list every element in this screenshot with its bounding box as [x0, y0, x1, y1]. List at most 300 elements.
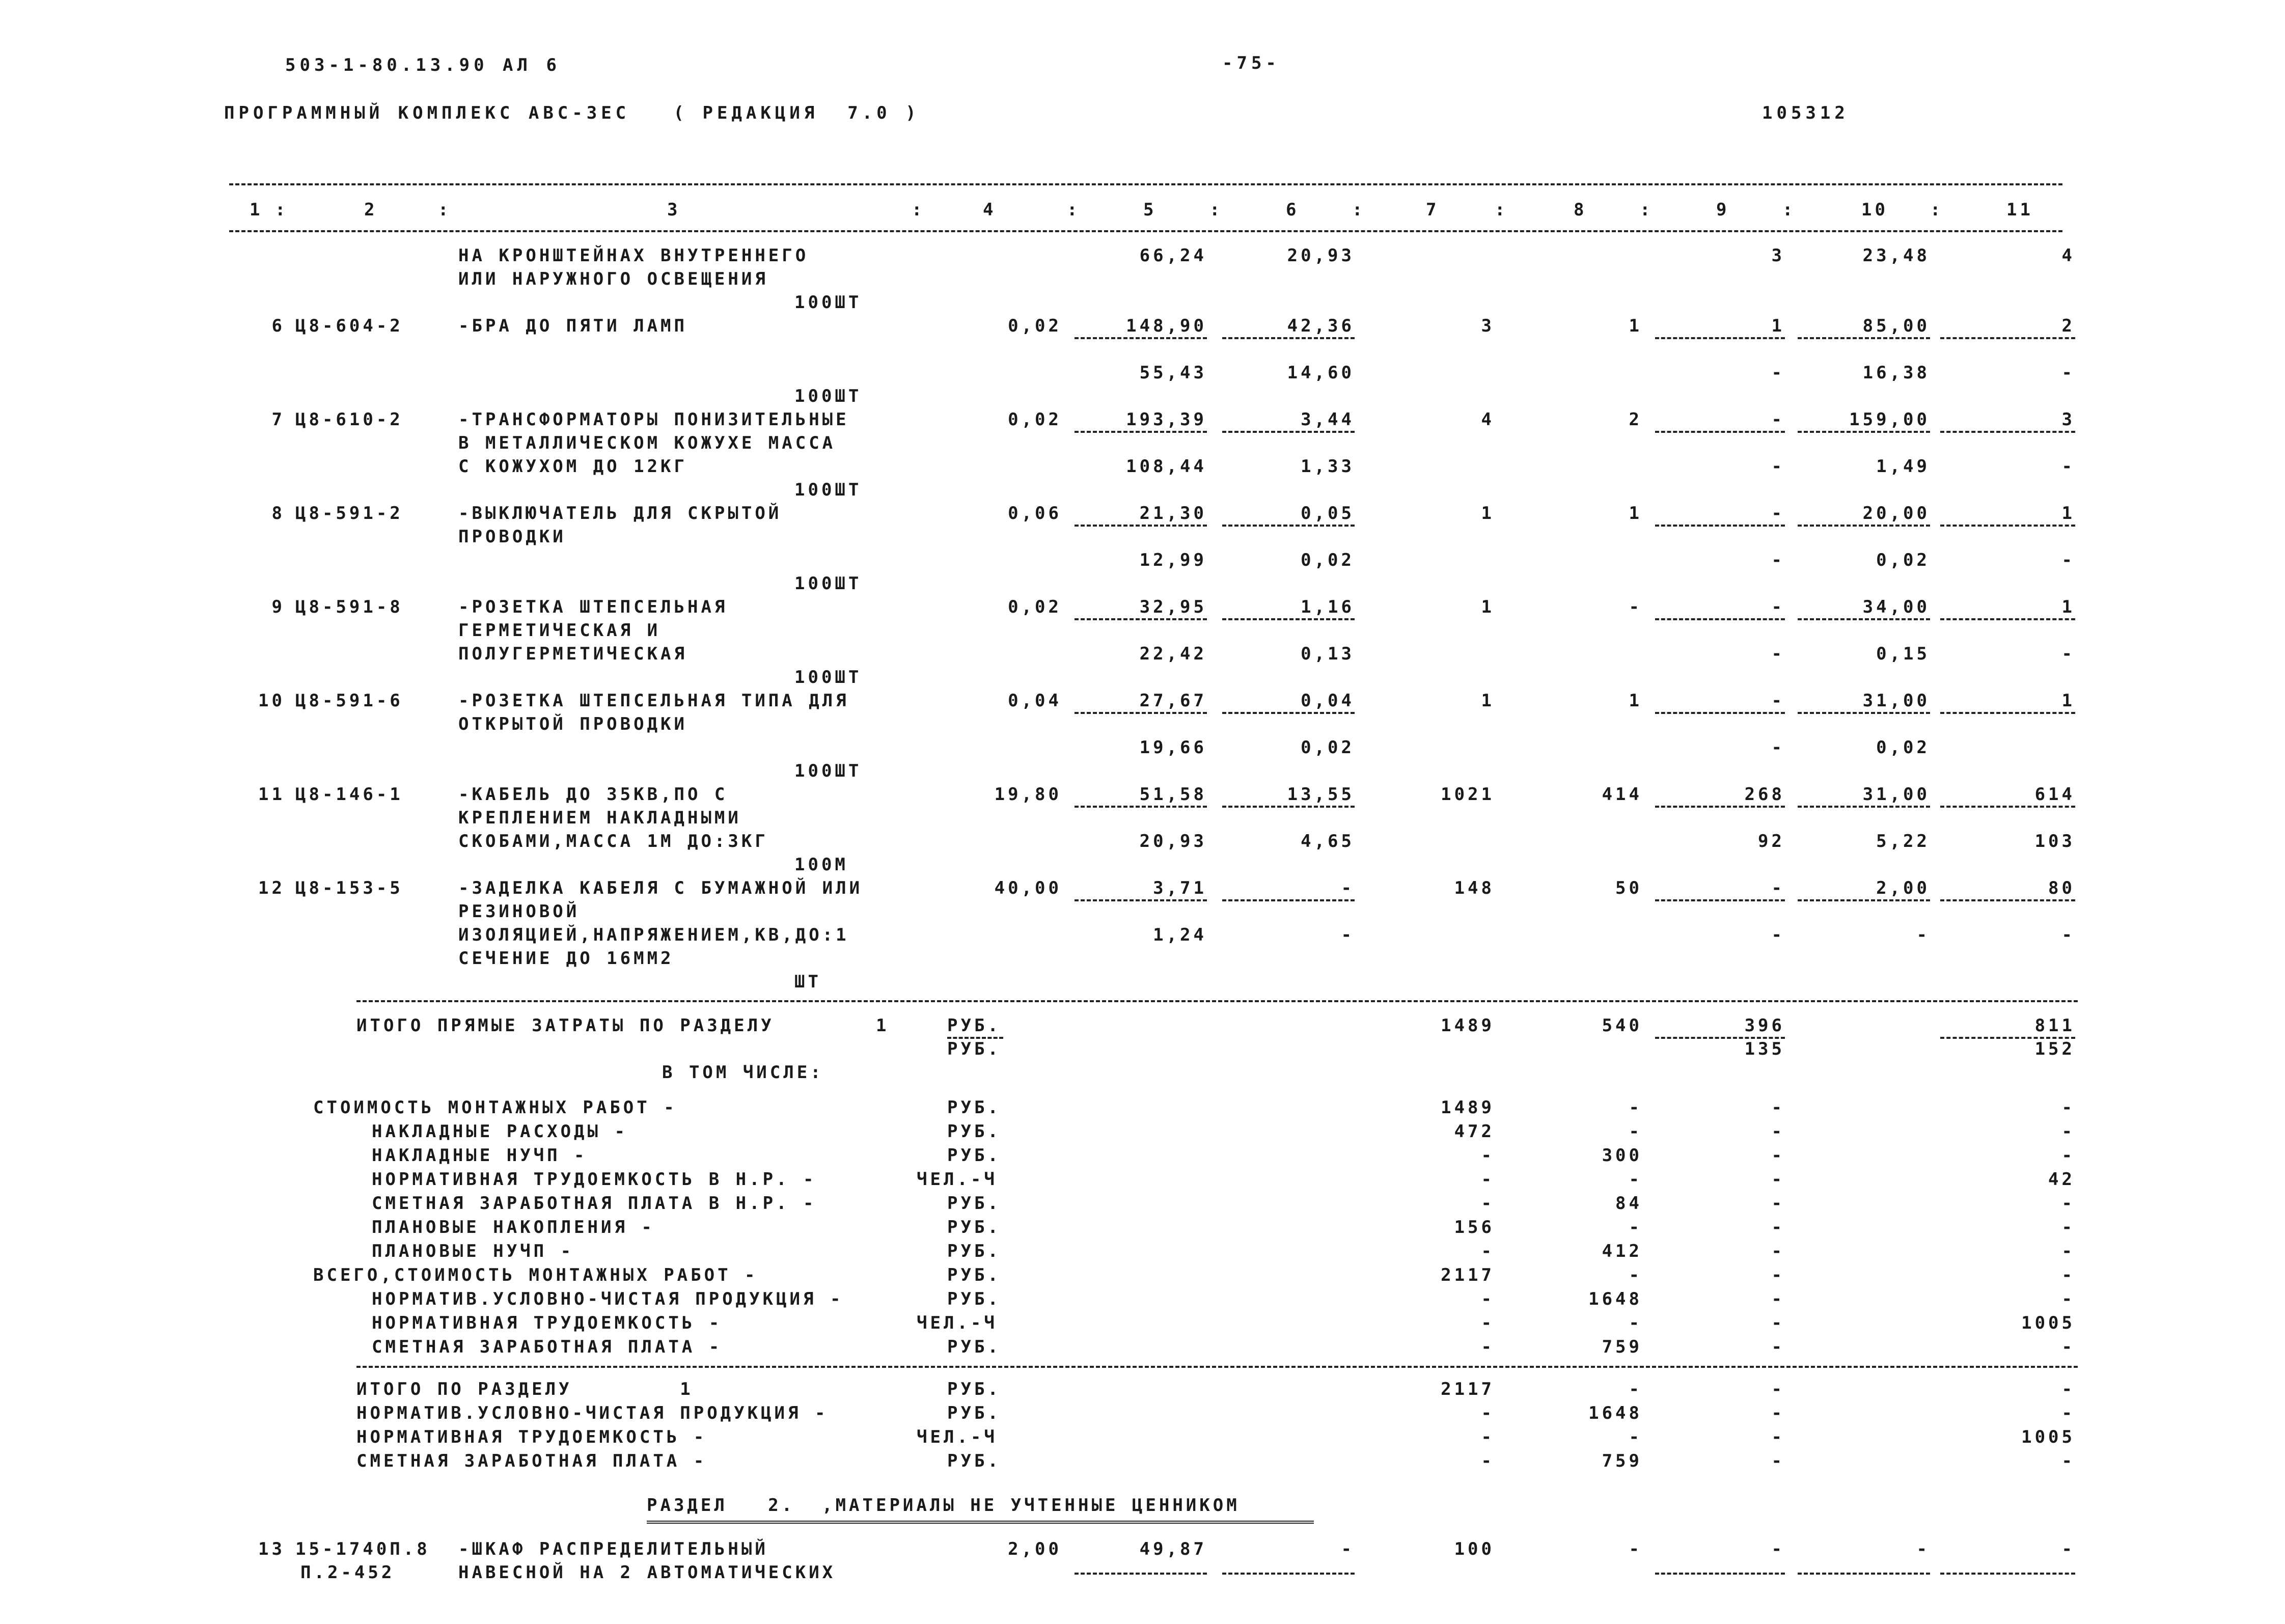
summary-c7: -: [1481, 1145, 1495, 1166]
item-c6: -: [1341, 1539, 1355, 1559]
section-total-c11: -: [2061, 1403, 2075, 1423]
section-total-unit: ЧЕЛ.-Ч: [917, 1427, 998, 1447]
value-separator: [1075, 431, 1207, 433]
column-separator: :: [912, 200, 925, 220]
item-description: -РОЗЕТКА ШТЕПСЕЛЬНАЯ: [458, 597, 728, 617]
summary-c7: -: [1481, 1169, 1495, 1190]
column-separator: :: [1209, 200, 1223, 220]
summary-c11: -: [2061, 1097, 2075, 1118]
item-c10: 31,00: [1862, 784, 1930, 805]
totals-rule: [356, 1000, 2078, 1002]
item-c7: 148: [1454, 878, 1495, 898]
item-c4: 0,02: [1008, 597, 1062, 617]
item-c6b: 1,33: [1301, 456, 1355, 477]
totals-c8: 540: [1602, 1015, 1642, 1036]
column-header-4: 4: [983, 200, 997, 220]
item-c8: -: [1629, 597, 1642, 617]
summary-label: НОРМАТИВНАЯ ТРУДОЕМКОСТЬ -: [372, 1313, 723, 1333]
summary-label: ПЛАНОВЫЕ НУЧП -: [372, 1241, 574, 1261]
item-c7: 100: [1454, 1539, 1495, 1559]
summary-unit: РУБ.: [947, 1265, 1001, 1285]
item-c9b: -: [1771, 644, 1785, 664]
summary-c8: 412: [1602, 1241, 1642, 1261]
totals-direct-label: ИТОГО ПРЯМЫЕ ЗАТРАТЫ ПО РАЗДЕЛУ: [356, 1015, 775, 1036]
summary-unit: ЧЕЛ.-Ч: [917, 1313, 998, 1333]
value-separator: [1655, 1573, 1785, 1575]
item-c6b: -: [1341, 925, 1355, 945]
value-separator: [1940, 431, 2075, 433]
section-total-c9: -: [1771, 1451, 1785, 1471]
item-c6: 13,55: [1287, 784, 1355, 805]
column-separator: :: [1495, 200, 1508, 220]
item-c10: 20,00: [1862, 503, 1930, 524]
summary-c11: -: [2061, 1193, 2075, 1214]
item-c10b: 0,02: [1876, 550, 1930, 570]
column-header-9: 9: [1716, 200, 1730, 220]
item-c11: 1: [2061, 691, 2075, 711]
item-unit: 100М: [794, 855, 848, 875]
totals-c11b: 152: [2034, 1039, 2075, 1059]
summary-c8: -: [1629, 1313, 1642, 1333]
item-c7: 1: [1481, 691, 1495, 711]
summary-c9: -: [1771, 1265, 1785, 1285]
section2-underline: [647, 1521, 1314, 1524]
summary-c8: 759: [1602, 1337, 1642, 1357]
item-c4: 19,80: [994, 784, 1062, 805]
item-c7: 1021: [1441, 784, 1495, 805]
section-total-c9: -: [1771, 1427, 1785, 1447]
summary-c9: -: [1771, 1289, 1785, 1309]
totals-direct-unit: РУБ.: [947, 1015, 1001, 1036]
section-total-c7: -: [1481, 1451, 1495, 1471]
summary-label: СМЕТНАЯ ЗАРАБОТНАЯ ПЛАТА В Н.Р. -: [372, 1193, 817, 1214]
item-c11: 1: [2061, 503, 2075, 524]
item-c9: 3: [1771, 245, 1785, 266]
section-total-label: НОРМАТИВНАЯ ТРУДОЕМКОСТЬ -: [356, 1427, 707, 1447]
item-c4: 0,02: [1008, 409, 1062, 430]
item-c5b: 19,66: [1139, 737, 1207, 758]
summary-c11: -: [2061, 1337, 2075, 1357]
item-c9: -: [1771, 878, 1785, 898]
item-c8: 2: [1629, 409, 1642, 430]
item-c8: 1: [1629, 691, 1642, 711]
item-unit: 100ШТ: [794, 386, 862, 406]
item-code: Ц8-591-8: [295, 597, 403, 617]
summary-c9: -: [1771, 1193, 1785, 1214]
column-separator: :: [275, 200, 289, 220]
value-separator: [1075, 806, 1207, 808]
value-separator: [1940, 806, 2075, 808]
item-c6: 1,16: [1301, 597, 1355, 617]
item-c11b: 103: [2034, 831, 2075, 851]
item-code: 15-1740П.8: [295, 1539, 430, 1559]
item-unit: 100ШТ: [794, 292, 862, 313]
item-number: 11: [258, 784, 285, 805]
totals-direct-unit2: РУБ.: [947, 1039, 1001, 1059]
column-header-3: 3: [667, 200, 681, 220]
item-description: -ЗАДЕЛКА КАБЕЛЯ С БУМАЖНОЙ ИЛИ: [458, 878, 863, 898]
item-c9b: 92: [1758, 831, 1785, 851]
item-c8: 1: [1629, 503, 1642, 524]
item-c10: 31,00: [1862, 691, 1930, 711]
section-total-c11: -: [2061, 1451, 2075, 1471]
item-c8: 414: [1602, 784, 1642, 805]
column-separator: :: [1930, 200, 1944, 220]
section-total-c7: -: [1481, 1427, 1495, 1447]
item-c9: -: [1771, 597, 1785, 617]
summary-c9: -: [1771, 1097, 1785, 1118]
item-c6b: 0,02: [1301, 550, 1355, 570]
value-separator: [1940, 337, 2075, 339]
summary-unit: РУБ.: [947, 1145, 1001, 1166]
value-separator: [1798, 525, 1930, 527]
value-separator: [1655, 806, 1785, 808]
value-separator: [1222, 1573, 1355, 1575]
document-code: 105312: [1762, 103, 1849, 123]
summary-unit: РУБ.: [947, 1241, 1001, 1261]
value-separator: [1222, 431, 1355, 433]
summary-c8: -: [1629, 1097, 1642, 1118]
totals-c9: 396: [1744, 1015, 1785, 1036]
item-c11: -: [2061, 1539, 2075, 1559]
item-c6: 3,44: [1301, 409, 1355, 430]
item-c11: 1: [2061, 597, 2075, 617]
item-c5b: 55,43: [1139, 363, 1207, 383]
value-separator: [1222, 806, 1355, 808]
section-total-c7: 2117: [1441, 1379, 1495, 1399]
value-separator: [1075, 712, 1207, 714]
column-header-7: 7: [1426, 200, 1440, 220]
summary-unit: РУБ.: [947, 1097, 1001, 1118]
summary-c7: 2117: [1441, 1265, 1495, 1285]
item-c7: 4: [1481, 409, 1495, 430]
summary-c7: -: [1481, 1313, 1495, 1333]
item-c4: 0,06: [1008, 503, 1062, 524]
item-description: РЕЗИНОВОЙ: [458, 901, 580, 922]
item-c6: 0,05: [1301, 503, 1355, 524]
item-c10: 85,00: [1862, 316, 1930, 336]
section-total-unit: РУБ.: [947, 1403, 1001, 1423]
section-total-c8: -: [1629, 1427, 1642, 1447]
summary-label: НОРМАТИВ.УСЛОВНО-ЧИСТАЯ ПРОДУКЦИЯ -: [372, 1289, 844, 1309]
item-c5b: 108,44: [1126, 456, 1207, 477]
item-code-secondary: П.2-452: [300, 1562, 395, 1583]
section-total-c9: -: [1771, 1379, 1785, 1399]
summary-c8: 300: [1602, 1145, 1642, 1166]
item-description: ИЗОЛЯЦИЕЙ,НАПРЯЖЕНИЕМ,КВ,ДО:1: [458, 925, 849, 945]
value-separator: [1075, 1573, 1207, 1575]
item-c10b: 0,15: [1876, 644, 1930, 664]
value-separator: [1655, 712, 1785, 714]
item-number: 7: [271, 409, 285, 430]
item-c9: 268: [1744, 784, 1785, 805]
value-separator: [1075, 618, 1207, 620]
column-separator: :: [1640, 200, 1654, 220]
item-c5b: 1,24: [1153, 925, 1207, 945]
item-c11: 80: [2048, 878, 2075, 898]
summary-c7: -: [1481, 1289, 1495, 1309]
item-c9: -: [1771, 409, 1785, 430]
item-description: ОТКРЫТОЙ ПРОВОДКИ: [458, 714, 687, 734]
item-description: С КОЖУХОМ ДО 12КГ: [458, 456, 687, 477]
section-total-unit: РУБ.: [947, 1451, 1001, 1471]
value-separator: [1655, 899, 1785, 901]
summary-label: НАКЛАДНЫЕ НУЧП -: [372, 1145, 588, 1166]
item-code: Ц8-591-2: [295, 503, 403, 524]
summary-label: СМЕТНАЯ ЗАРАБОТНАЯ ПЛАТА -: [372, 1337, 723, 1357]
column-header-1: 1: [250, 200, 263, 220]
page-number: -75-: [1222, 53, 1280, 73]
item-unit: 100ШТ: [794, 761, 862, 781]
item-number: 6: [271, 316, 285, 336]
item-c5: 66,24: [1139, 245, 1207, 266]
totals-direct-section: 1: [876, 1015, 890, 1036]
item-c9b: -: [1771, 363, 1785, 383]
value-separator: [1075, 525, 1207, 527]
item-c5: 3,71: [1153, 878, 1207, 898]
item-description: -ВЫКЛЮЧАТЕЛЬ ДЛЯ СКРЫТОЙ: [458, 503, 782, 524]
item-c10b: 0,02: [1876, 737, 1930, 758]
section-total-c11: -: [2061, 1379, 2075, 1399]
item-c4: 40,00: [994, 878, 1062, 898]
item-description: -КАБЕЛЬ ДО 35КВ,ПО С: [458, 784, 728, 805]
summary-c7: 156: [1454, 1217, 1495, 1237]
summary-c8: -: [1629, 1217, 1642, 1237]
summary-c11: -: [2061, 1265, 2075, 1285]
summary-label: ВСЕГО,СТОИМОСТЬ МОНТАЖНЫХ РАБОТ -: [313, 1265, 758, 1285]
summary-c7: -: [1481, 1241, 1495, 1261]
summary-c7: -: [1481, 1193, 1495, 1214]
item-description: ГЕРМЕТИЧЕСКАЯ И: [458, 620, 661, 641]
item-c6: 20,93: [1287, 245, 1355, 266]
item-c5b: 22,42: [1139, 644, 1207, 664]
value-separator: [1222, 337, 1355, 339]
item-c11b: -: [2061, 456, 2075, 477]
summary-c9: -: [1771, 1121, 1785, 1142]
summary-c9: -: [1771, 1241, 1785, 1261]
including-label: В ТОМ ЧИСЛЕ:: [662, 1062, 824, 1083]
item-c5: 51,58: [1139, 784, 1207, 805]
value-separator: [1798, 337, 1930, 339]
value-separator: [1940, 712, 2075, 714]
item-number: 12: [258, 878, 285, 898]
item-c10: -: [1916, 1539, 1930, 1559]
summary-label: СТОИМОСТЬ МОНТАЖНЫХ РАБОТ -: [313, 1097, 677, 1118]
value-separator: [1940, 618, 2075, 620]
summary-unit: РУБ.: [947, 1337, 1001, 1357]
item-number: 9: [271, 597, 285, 617]
item-description: СЕЧЕНИЕ ДО 16ММ2: [458, 948, 674, 969]
item-code: Ц8-610-2: [295, 409, 403, 430]
item-c11b: -: [2061, 925, 2075, 945]
summary-label: ПЛАНОВЫЕ НАКОПЛЕНИЯ -: [372, 1217, 655, 1237]
item-c9b: -: [1771, 456, 1785, 477]
item-c8: 1: [1629, 316, 1642, 336]
item-c5b: 12,99: [1139, 550, 1207, 570]
item-description: СКОБАМИ,МАССА 1М ДО:3КГ: [458, 831, 768, 851]
summary-c9: -: [1771, 1145, 1785, 1166]
header-top-rule: [229, 183, 2062, 185]
value-separator: [1655, 431, 1785, 433]
summary-unit: РУБ.: [947, 1289, 1001, 1309]
item-description: В МЕТАЛЛИЧЕСКОМ КОЖУХЕ МАССА: [458, 433, 836, 453]
item-number: 8: [271, 503, 285, 524]
item-c11: 3: [2061, 409, 2075, 430]
summary-c7: 1489: [1441, 1097, 1495, 1118]
item-c5: 49,87: [1139, 1539, 1207, 1559]
document-reference: 503-1-80.13.90 АЛ 6: [285, 55, 561, 75]
item-c4: 0,04: [1008, 691, 1062, 711]
section-total-label: НОРМАТИВ.УСЛОВНО-ЧИСТАЯ ПРОДУКЦИЯ -: [356, 1403, 829, 1423]
summary-unit: ЧЕЛ.-Ч: [917, 1169, 998, 1190]
value-separator: [1940, 1573, 2075, 1575]
summary-c11: 42: [2048, 1169, 2075, 1190]
item-c7: 1: [1481, 597, 1495, 617]
summary-c8: 1648: [1588, 1289, 1642, 1309]
value-separator: [1940, 899, 2075, 901]
summary-c11: 1005: [2021, 1313, 2075, 1333]
totals-c11: 811: [2034, 1015, 2075, 1036]
totals-c7: 1489: [1441, 1015, 1495, 1036]
summary-c9: -: [1771, 1337, 1785, 1357]
item-description: КРЕПЛЕНИЕМ НАКЛАДНЫМИ: [458, 808, 741, 828]
item-unit: 100ШТ: [794, 667, 862, 687]
column-header-2: 2: [364, 200, 378, 220]
summary-c7: -: [1481, 1337, 1495, 1357]
section-total-c8: 1648: [1588, 1403, 1642, 1423]
summary-c8: 84: [1615, 1193, 1642, 1214]
summary-label: НОРМАТИВНАЯ ТРУДОЕМКОСТЬ В Н.Р. -: [372, 1169, 817, 1190]
column-header-6: 6: [1286, 200, 1300, 220]
section-total-c8: 759: [1602, 1451, 1642, 1471]
item-description: НА КРОНШТЕЙНАХ ВНУТРЕННЕГО: [458, 245, 809, 266]
column-header-10: 10: [1861, 200, 1888, 220]
value-separator: [1655, 618, 1785, 620]
item-c5: 27,67: [1139, 691, 1207, 711]
item-code: Ц8-591-6: [295, 691, 403, 711]
column-separator: :: [1782, 200, 1796, 220]
value-separator: [1798, 618, 1930, 620]
item-c5b: 20,93: [1139, 831, 1207, 851]
item-description: -БРА ДО ПЯТИ ЛАМП: [458, 316, 687, 336]
item-unit: ШТ: [794, 972, 821, 992]
item-description: ПРОВОДКИ: [458, 527, 566, 547]
summary-unit: РУБ.: [947, 1121, 1001, 1142]
value-separator: [1655, 337, 1785, 339]
summary-c8: -: [1629, 1265, 1642, 1285]
item-c5: 32,95: [1139, 597, 1207, 617]
section-total-rule: [356, 1366, 2078, 1368]
value-separator: [1798, 431, 1930, 433]
section2-title: РАЗДЕЛ 2. ,МАТЕРИАЛЫ НЕ УЧТЕННЫЕ ЦЕННИКОМ: [647, 1495, 1240, 1516]
item-c9: 1: [1771, 316, 1785, 336]
item-unit: 100ШТ: [794, 573, 862, 594]
value-separator: [1655, 525, 1785, 527]
item-c9b: -: [1771, 550, 1785, 570]
item-c9: -: [1771, 503, 1785, 524]
summary-c11: -: [2061, 1241, 2075, 1261]
item-code: Ц8-146-1: [295, 784, 403, 805]
item-c6: 0,04: [1301, 691, 1355, 711]
value-separator: [1222, 525, 1355, 527]
section-total-label: ИТОГО ПО РАЗДЕЛУ 1: [356, 1379, 694, 1399]
column-separator: :: [1067, 200, 1081, 220]
value-separator: [1798, 806, 1930, 808]
value-separator: [1222, 618, 1355, 620]
item-c10: 23,48: [1862, 245, 1930, 266]
item-c10b: 1,49: [1876, 456, 1930, 477]
section-total-c11: 1005: [2021, 1427, 2075, 1447]
summary-c9: -: [1771, 1217, 1785, 1237]
program-title: ПРОГРАММНЫЙ КОМПЛЕКС АВС-3ЕС ( РЕДАКЦИЯ 7.0 ): [224, 103, 920, 123]
item-c6b: 4,65: [1301, 831, 1355, 851]
item-c11: 4: [2061, 245, 2075, 266]
summary-unit: РУБ.: [947, 1193, 1001, 1214]
item-description: ПОЛУГЕРМЕТИЧЕСКАЯ: [458, 644, 687, 664]
item-c7: 1: [1481, 503, 1495, 524]
item-description: -ТРАНСФОРМАТОРЫ ПОНИЗИТЕЛЬНЫЕ: [458, 409, 849, 430]
summary-c11: -: [2061, 1121, 2075, 1142]
item-c9: -: [1771, 1539, 1785, 1559]
item-unit: 100ШТ: [794, 480, 862, 500]
item-c9b: -: [1771, 737, 1785, 758]
summary-c9: -: [1771, 1169, 1785, 1190]
item-description: НАВЕСНОЙ НА 2 АВТОМАТИЧЕСКИХ: [458, 1562, 836, 1583]
value-separator: [1075, 899, 1207, 901]
item-c10b: 16,38: [1862, 363, 1930, 383]
summary-c11: -: [2061, 1289, 2075, 1309]
value-separator: [1940, 525, 2075, 527]
value-separator: [1798, 899, 1930, 901]
item-number: 13: [258, 1539, 285, 1559]
item-number: 10: [258, 691, 285, 711]
summary-label: НАКЛАДНЫЕ РАСХОДЫ -: [372, 1121, 628, 1142]
section-total-c8: -: [1629, 1379, 1642, 1399]
summary-c9: -: [1771, 1313, 1785, 1333]
summary-c11: -: [2061, 1217, 2075, 1237]
item-c11: 614: [2034, 784, 2075, 805]
item-c6b: 0,02: [1301, 737, 1355, 758]
section-total-c7: -: [1481, 1403, 1495, 1423]
value-separator: [1222, 899, 1355, 901]
item-c10: 2,00: [1876, 878, 1930, 898]
summary-c11: -: [2061, 1145, 2075, 1166]
value-separator: [1075, 337, 1207, 339]
section-total-unit: РУБ.: [947, 1379, 1001, 1399]
section-total-label: СМЕТНАЯ ЗАРАБОТНАЯ ПЛАТА -: [356, 1451, 707, 1471]
column-header-5: 5: [1143, 200, 1157, 220]
header-bottom-rule: [229, 230, 2062, 232]
summary-c7: 472: [1454, 1121, 1495, 1142]
value-separator: [1798, 712, 1930, 714]
summary-unit: РУБ.: [947, 1217, 1001, 1237]
item-c10: 159,00: [1849, 409, 1930, 430]
item-c6: -: [1341, 878, 1355, 898]
totals-c9b: 135: [1744, 1039, 1785, 1059]
item-c10b: 5,22: [1876, 831, 1930, 851]
value-separator: [1798, 1573, 1930, 1575]
item-c6: 42,36: [1287, 316, 1355, 336]
item-description: -РОЗЕТКА ШТЕПСЕЛЬНАЯ ТИПА ДЛЯ: [458, 691, 849, 711]
item-description: ИЛИ НАРУЖНОГО ОСВЕЩЕНИЯ: [458, 269, 768, 289]
item-c10b: -: [1916, 925, 1930, 945]
item-c4: 0,02: [1008, 316, 1062, 336]
column-header-11: 11: [2006, 200, 2033, 220]
item-c4: 2,00: [1008, 1539, 1062, 1559]
summary-c8: -: [1629, 1121, 1642, 1142]
column-separator: :: [1352, 200, 1366, 220]
item-c10: 34,00: [1862, 597, 1930, 617]
